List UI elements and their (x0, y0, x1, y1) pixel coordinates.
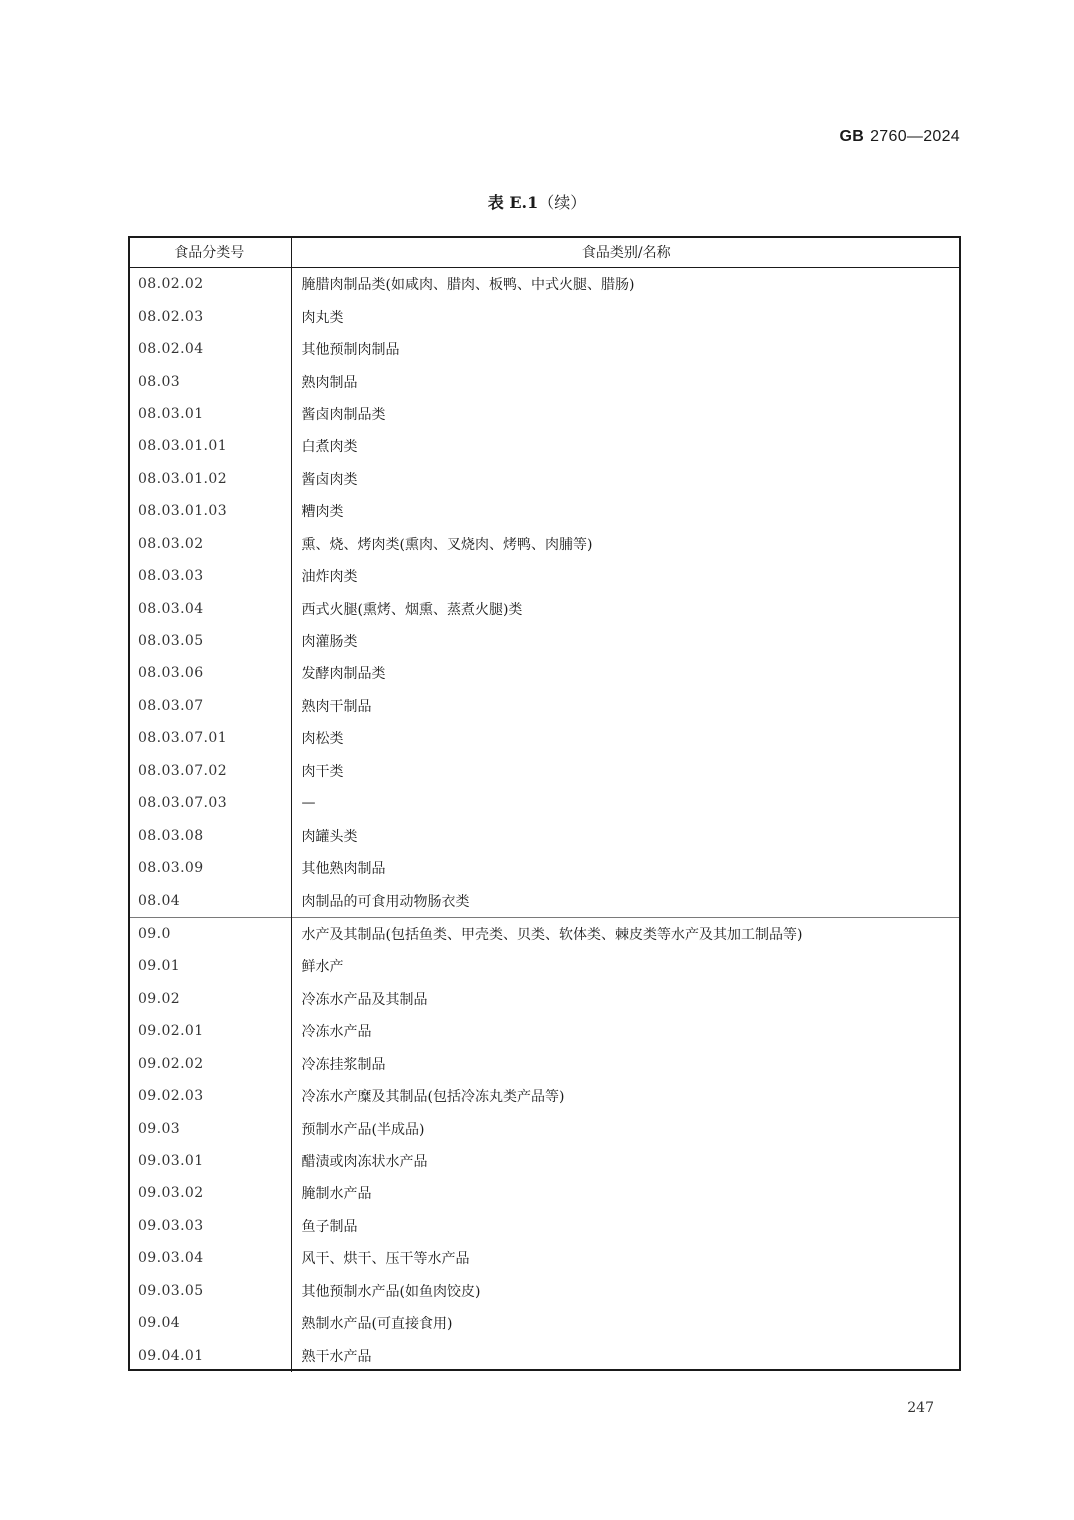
category-name: 肉丸类 (291, 300, 961, 332)
table-row (128, 1275, 961, 1307)
category-name: 油炸肉类 (291, 560, 961, 592)
category-name: 熟制水产品(可直接食用) (291, 1307, 961, 1339)
category-code: 08.03.01.03 (138, 503, 228, 520)
table-header-row (128, 236, 961, 268)
category-code: 08.03.01 (138, 405, 204, 422)
table-row (128, 1015, 961, 1047)
table-row (128, 463, 961, 495)
table-row (128, 365, 961, 397)
category-code: 09.03.01 (138, 1153, 204, 1170)
category-code: 09.02.03 (138, 1088, 204, 1105)
category-name: 腌腊肉制品类(如咸肉、腊肉、板鸭、中式火腿、腊肠) (291, 268, 961, 301)
table-row (128, 852, 961, 884)
table-row (128, 1145, 961, 1177)
page-number: 247 (907, 1400, 934, 1416)
category-code: 08.02.02 (138, 276, 204, 293)
category-name: 熟肉干制品 (291, 690, 961, 722)
category-name: 其他预制水产品(如鱼肉饺皮) (291, 1275, 961, 1307)
table-row (128, 430, 961, 462)
category-code: 08.03.07.03 (138, 795, 228, 812)
category-code: 08.03.07 (138, 697, 204, 714)
table-body (128, 268, 961, 1372)
category-code: 08.03.04 (138, 600, 204, 617)
category-name: 西式火腿(熏烤、烟熏、蒸煮火腿)类 (291, 592, 961, 624)
category-name: 鱼子制品 (291, 1210, 961, 1242)
category-code: 08.03.02 (138, 535, 204, 552)
category-code: 08.03 (138, 373, 181, 390)
table-row (128, 755, 961, 787)
category-code: 08.03.07.01 (138, 730, 228, 747)
category-code: 09.04.01 (138, 1347, 204, 1364)
category-name: 熟干水产品 (291, 1339, 961, 1371)
table-row (128, 950, 961, 982)
category-code: 09.03.05 (138, 1282, 204, 1299)
standard-number: 2760—2024 (870, 128, 960, 145)
table-row (128, 560, 961, 592)
category-name: 白煮肉类 (291, 430, 961, 462)
category-code: 08.04 (138, 892, 181, 909)
table-row (128, 884, 961, 917)
table-row (128, 819, 961, 851)
table-row (128, 657, 961, 689)
table-row (128, 787, 961, 819)
category-code: 09.01 (138, 958, 181, 975)
category-name: 发酵肉制品类 (291, 657, 961, 689)
table-row (128, 722, 961, 754)
table-row (128, 592, 961, 624)
category-code: 09.03.04 (138, 1250, 204, 1267)
column-header-code: 食品分类号 (128, 236, 291, 268)
category-name: 酱卤肉类 (291, 463, 961, 495)
category-code: 09.0 (128, 917, 291, 950)
category-name: 肉灌肠类 (291, 625, 961, 657)
category-code: 09.03.03 (138, 1217, 204, 1234)
category-name: 冷冻挂浆制品 (291, 1048, 961, 1080)
category-name: 水产及其制品(包括鱼类、甲壳类、贝类、软体类、棘皮类等水产及其加工制品等) (291, 917, 961, 950)
category-name: 腌制水产品 (291, 1177, 961, 1209)
category-code: 09.02.01 (138, 1023, 204, 1040)
category-name: 鲜水产 (291, 950, 961, 982)
category-code: 08.02.04 (138, 341, 204, 358)
category-name: 熟肉制品 (291, 365, 961, 397)
category-name: — (291, 787, 961, 819)
category-code: 09.03 (138, 1120, 181, 1137)
standard-code (840, 128, 961, 146)
table-title-suffix: （续） (538, 193, 587, 212)
category-code: 09.02.02 (138, 1055, 204, 1072)
table-title (0, 190, 1074, 213)
table-row (128, 398, 961, 430)
standard-prefix: GB (839, 128, 865, 145)
category-code: 08.03.07.02 (138, 762, 228, 779)
category-code: 08.03.01.01 (138, 438, 228, 455)
category-code: 09.03.02 (138, 1185, 204, 1202)
category-code: 08.03.03 (138, 568, 204, 585)
category-name: 其他熟肉制品 (291, 852, 961, 884)
category-name: 肉干类 (291, 755, 961, 787)
food-category-table (128, 236, 961, 1372)
table-row (128, 1112, 961, 1144)
table-row (128, 1339, 961, 1371)
table-row (128, 1177, 961, 1209)
table-row (128, 300, 961, 332)
category-code: 08.03.06 (138, 665, 204, 682)
category-name: 肉罐头类 (291, 819, 961, 851)
table-row (128, 1242, 961, 1274)
category-code: 09.02 (138, 990, 181, 1007)
table-row (128, 917, 961, 950)
category-name: 预制水产品(半成品) (291, 1112, 961, 1144)
table-row (128, 333, 961, 365)
category-name: 肉制品的可食用动物肠衣类 (291, 884, 961, 917)
category-code: 08.03.01.02 (138, 470, 228, 487)
category-code: 08.03.09 (138, 860, 204, 877)
category-name: 糟肉类 (291, 495, 961, 527)
table-row (128, 1210, 961, 1242)
table-row (128, 495, 961, 527)
column-header-name: 食品类别/名称 (291, 236, 961, 268)
table-row (128, 268, 961, 301)
category-name: 冷冻水产糜及其制品(包括冷冻丸类产品等) (291, 1080, 961, 1112)
category-code: 08.02.03 (138, 308, 204, 325)
category-code: 09.04 (138, 1315, 181, 1332)
category-code: 08.03.08 (138, 827, 204, 844)
table-row (128, 1080, 961, 1112)
category-name: 酱卤肉制品类 (291, 398, 961, 430)
category-name: 冷冻水产品及其制品 (291, 983, 961, 1015)
table-row (128, 983, 961, 1015)
category-name: 其他预制肉制品 (291, 333, 961, 365)
category-name: 醋渍或肉冻状水产品 (291, 1145, 961, 1177)
table-row (128, 1307, 961, 1339)
table-row (128, 528, 961, 560)
category-code: 08.03.05 (138, 633, 204, 650)
category-name: 肉松类 (291, 722, 961, 754)
category-name: 风干、烘干、压干等水产品 (291, 1242, 961, 1274)
table-row (128, 1048, 961, 1080)
table-title-main: 表 E.1 (487, 193, 539, 212)
category-name: 熏、烧、烤肉类(熏肉、叉烧肉、烤鸭、肉脯等) (291, 528, 961, 560)
category-name: 冷冻水产品 (291, 1015, 961, 1047)
table-row (128, 690, 961, 722)
table-row (128, 625, 961, 657)
